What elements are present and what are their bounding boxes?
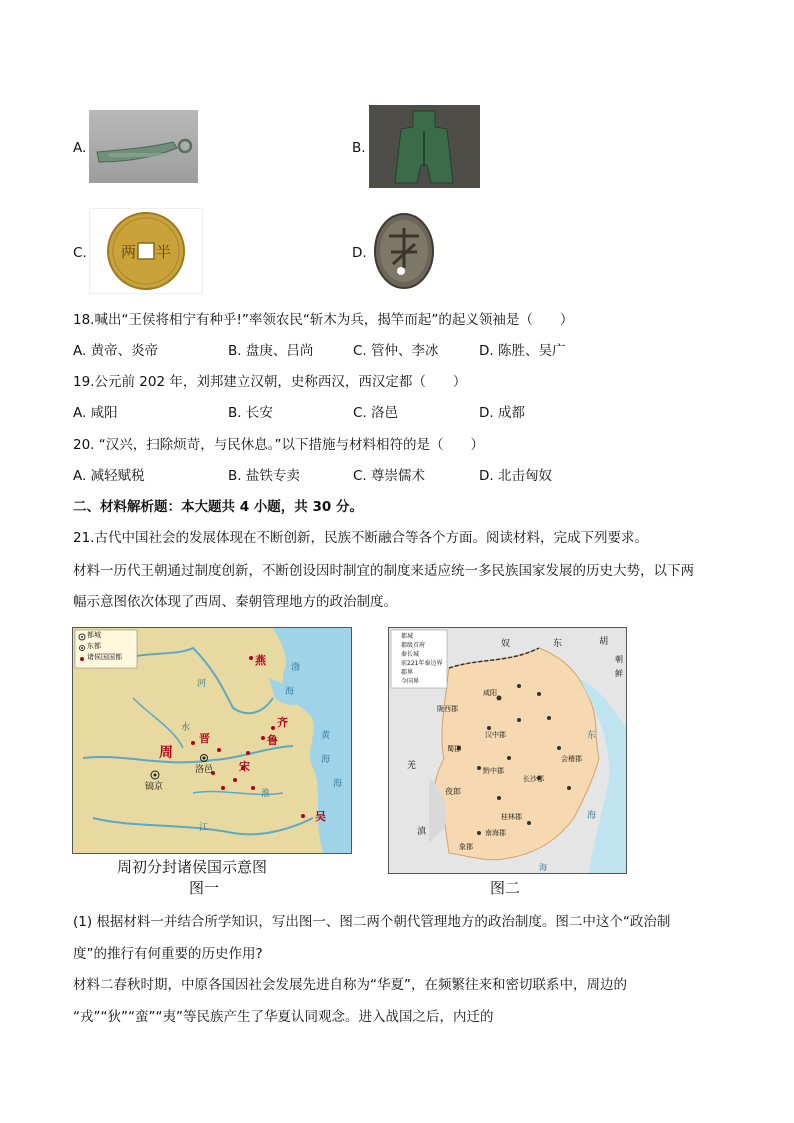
label-zhou: 周	[159, 745, 173, 761]
label-yan: 燕	[255, 654, 266, 667]
label-hai-south: 海	[539, 863, 547, 872]
q19-option-d: D. 成都	[479, 405, 525, 421]
label-chao: 朝	[615, 655, 623, 664]
q19-option-c: C. 洛邑	[353, 405, 399, 421]
q18-option-b: B. 盘庚、吕尚	[228, 343, 314, 359]
label-xian: 鲜	[615, 669, 623, 678]
round-coin-image	[89, 208, 203, 294]
q18-stem: 18.喊出“王侯将相宁有种乎!”率领农民“斩木为兵，揭竿而起”的起义领袖是（ ）	[73, 312, 574, 328]
label-wu: 吴	[315, 810, 326, 823]
label-guilin: 桂林郡	[501, 813, 522, 821]
map1-legend-3: 诸侯国国都	[87, 653, 122, 661]
q21-material2-line1: 材料二春秋时期，中原各国因社会发展先进自称为“华夏”，在频繁往来和密切联系中，周边的	[73, 977, 627, 993]
antnose-coin-image	[369, 208, 439, 294]
label-longxi: 陇西郡	[437, 705, 458, 713]
map-qin-junxian	[388, 627, 627, 874]
option-a-label: A.	[73, 140, 87, 156]
q19-option-b: B. 长安	[228, 405, 273, 421]
label-huang: 黄	[321, 731, 331, 741]
section-heading: 二、材料解析题：本大题共 4 小题，共 30 分。	[73, 499, 363, 515]
q21-stem: 21.古代中国社会的发展体现在不断创新，民族不断融合等各个方面。阅读材料，完成下列要求。	[73, 530, 648, 546]
label-shu: 蜀郡	[447, 745, 461, 753]
map-zhou-fengjian	[72, 627, 352, 854]
label-qi: 齐	[277, 716, 288, 729]
label-xiang: 象郡	[459, 843, 473, 851]
label-hai: 海	[587, 811, 597, 821]
q19-stem: 19.公元前 202 年，刘邦建立汉朝，史称西汉，西汉定都（ ）	[73, 374, 467, 390]
map1-legend-1: 都城	[87, 631, 101, 639]
svg-text:两: 两	[121, 243, 137, 261]
label-hai3: 海	[333, 779, 343, 789]
q21-material2-line2: “戎”“狄”“蛮”“夷”等民族产生了华夏认同观念。进入战国之后，内迁的	[73, 1009, 494, 1025]
map2-caption: 图二	[490, 879, 521, 897]
q21-sub1-line1: (1) 根据材料一并结合所学知识，写出图一、图二两个朝代管理地方的政治制度。图二中这个“政治制	[73, 914, 671, 930]
spade-coin-image	[369, 105, 480, 188]
label-dian: 滇	[417, 827, 427, 837]
knife-coin-image	[89, 110, 198, 183]
label-hu: 胡	[599, 637, 609, 647]
label-nu: 奴	[501, 639, 511, 649]
q18-option-a: A. 黄帝、炎帝	[73, 343, 159, 359]
map2-legend-2: 郡级首府	[401, 642, 426, 649]
label-song: 宋	[239, 760, 250, 773]
q20-stem: 20. “汉兴，扫除烦苛，与民休息。”以下措施与材料相符的是（ ）	[73, 437, 484, 453]
option-b-label: B.	[352, 140, 366, 156]
svg-text:半: 半	[156, 243, 172, 261]
q20-option-b: B. 盐铁专卖	[228, 468, 300, 484]
map2-legend-6: 今国界	[401, 678, 420, 685]
map1-title: 周初分封诸侯国示意图	[117, 858, 268, 876]
q18-option-d: D. 陈胜、吴广	[479, 343, 566, 359]
q20-option-d: D. 北击匈奴	[479, 468, 552, 484]
label-nanhai: 南海郡	[485, 829, 506, 837]
label-qianzhong: 黔中郡	[483, 767, 504, 775]
label-shui: 水	[181, 723, 191, 733]
label-hai2: 海	[321, 755, 331, 765]
q20-option-a: A. 减轻赋税	[73, 468, 145, 484]
label-qiang: 羌	[407, 761, 417, 771]
option-d-label: D.	[352, 245, 367, 261]
q19-option-a: A. 咸阳	[73, 405, 118, 421]
label-lu: 鲁	[267, 734, 278, 747]
label-haojing: 镐京	[145, 782, 164, 792]
label-bo: 渤	[291, 663, 301, 673]
label-jin: 晋	[199, 732, 210, 745]
q21-material1-line2: 幅示意图依次体现了西周、秦朝管理地方的政治制度。	[73, 594, 397, 610]
map2-legend-1: 都城	[401, 633, 414, 640]
map1-caption: 图一	[189, 879, 220, 897]
q20-option-c: C. 尊崇儒术	[353, 468, 426, 484]
label-huai: 淮	[261, 789, 271, 799]
label-luoyi: 洛邑	[195, 765, 214, 775]
q21-material1-line1: 材料一历代王朝通过制度创新，不断创设因时制宜的制度来适应统一多民族国家发展的历史大势，以下两	[73, 563, 694, 579]
map2-legend-5: 郡界	[401, 669, 414, 676]
label-he: 河	[197, 679, 207, 689]
option-c-label: C.	[73, 245, 87, 261]
map2-legend-3: 秦长城	[401, 651, 420, 658]
label-xianyang: 咸阳	[483, 689, 497, 697]
label-donghai: 东	[587, 731, 597, 741]
label-dong: 东	[553, 639, 563, 649]
label-jiang: 江	[199, 823, 209, 833]
map2-legend-4: 前221年秦边界	[401, 660, 443, 667]
label-hanzhong: 汉中郡	[485, 731, 506, 739]
label-yelang: 夜郎	[445, 787, 461, 796]
label-hai1: 海	[285, 687, 295, 697]
label-changsha: 长沙郡	[523, 775, 544, 783]
q21-sub1-line2: 度”的推行有何重要的历史作用?	[73, 946, 263, 962]
map1-legend-2: 东都	[87, 642, 101, 650]
label-kuaiji: 会稽郡	[561, 755, 582, 763]
q18-option-c: C. 管仲、李冰	[353, 343, 439, 359]
